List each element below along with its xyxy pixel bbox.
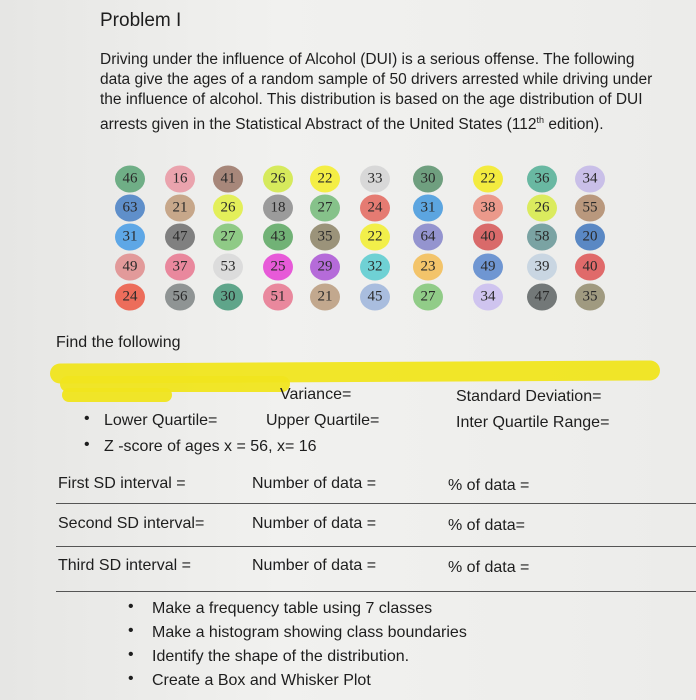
age-value: 31: [413, 195, 443, 222]
bullet: •: [128, 670, 134, 687]
bullet: •: [128, 646, 134, 663]
interval-label: First SD interval =: [58, 475, 186, 492]
upper-quartile-label: Upper Quartile=: [266, 412, 380, 429]
task-item: Make a histogram showing class boundaries: [152, 624, 467, 641]
age-value: 47: [527, 284, 557, 311]
age-value: 22: [310, 166, 340, 193]
age-value: 35: [310, 224, 340, 251]
age-value: 25: [263, 254, 293, 281]
interval-num: Number of data =: [252, 557, 377, 574]
interval-label: Third SD interval =: [58, 557, 191, 574]
age-value: 16: [165, 166, 195, 193]
iqr-label: Inter Quartile Range=: [456, 414, 610, 431]
divider: [56, 546, 696, 547]
interval-num: Number of data =: [252, 515, 377, 532]
age-value: 41: [213, 166, 243, 193]
age-value: 30: [213, 284, 243, 311]
age-value: 40: [575, 254, 605, 281]
age-value: 21: [165, 195, 195, 222]
problem-title: Problem I: [100, 10, 182, 31]
age-value: 56: [165, 284, 195, 311]
zscore-label: Z -score of ages x = 56, x= 16: [104, 438, 317, 455]
sd-label: Standard Deviation=: [456, 388, 602, 405]
yellow-highlight: [62, 388, 172, 402]
task-item: Identify the shape of the distribution.: [152, 648, 410, 665]
age-value: 31: [115, 224, 145, 251]
age-value: 34: [473, 284, 503, 311]
age-value: 43: [263, 224, 293, 251]
age-value: 33: [360, 166, 390, 193]
age-value: 36: [527, 166, 557, 193]
age-value: 49: [473, 254, 503, 281]
bullet: •: [128, 598, 134, 615]
intro-sup: th: [536, 115, 545, 125]
age-value: 24: [115, 284, 145, 311]
age-value: 46: [115, 166, 145, 193]
bullet: •: [84, 410, 90, 427]
age-value: 26: [263, 166, 293, 193]
problem-intro: [100, 50, 660, 135]
age-value: 34: [575, 166, 605, 193]
age-value: 38: [473, 195, 503, 222]
age-value: 23: [413, 254, 443, 281]
age-value: 22: [473, 166, 503, 193]
age-value: 26: [213, 195, 243, 222]
divider: [56, 503, 696, 504]
age-value: 18: [263, 195, 293, 222]
interval-pct: % of data =: [448, 477, 530, 494]
bullet: •: [84, 436, 90, 453]
age-value: 55: [575, 195, 605, 222]
age-value: 45: [360, 284, 390, 311]
bullet: •: [128, 622, 134, 639]
age-value: 27: [213, 224, 243, 251]
interval-label: Second SD interval=: [58, 515, 205, 532]
age-value: 49: [115, 254, 145, 281]
variance-label: Variance=: [280, 386, 352, 403]
task-item: Make a frequency table using 7 classes: [152, 600, 433, 617]
age-value: 21: [310, 284, 340, 311]
age-value: 58: [527, 224, 557, 251]
age-value: 24: [360, 195, 390, 222]
age-value: 40: [473, 224, 503, 251]
task-item: Create a Box and Whisker Plot: [152, 672, 371, 689]
age-value: 35: [575, 284, 605, 311]
age-value: 22: [360, 224, 390, 251]
divider: [56, 591, 696, 592]
age-value: 47: [165, 224, 195, 251]
interval-num: Number of data =: [252, 475, 377, 492]
age-value: 27: [310, 195, 340, 222]
intro-end: edition).: [544, 116, 604, 134]
age-value: 63: [115, 195, 145, 222]
intro-text: Driving under the influence of Alcohol (DUI) is a serious offense. The following data give the ages of a random sample of 50 drivers arrested while driving under the influence of alcohol. This distribution is based on the age distribution of DUI arrests given in the Statistical Abstract of the United States (112: [100, 51, 653, 134]
interval-pct: % of data =: [448, 559, 530, 576]
age-value: 26: [527, 195, 557, 222]
age-value: 39: [527, 254, 557, 281]
find-label: Find the following: [56, 334, 181, 351]
age-value: 53: [213, 254, 243, 281]
age-value: 27: [413, 284, 443, 311]
age-value: 29: [310, 254, 340, 281]
age-value: 37: [165, 254, 195, 281]
age-value: 64: [413, 224, 443, 251]
interval-pct: % of data=: [448, 517, 525, 534]
age-value: 30: [413, 166, 443, 193]
lower-quartile-label: Lower Quartile=: [104, 412, 218, 429]
age-value: 32: [360, 254, 390, 281]
age-value: 20: [575, 224, 605, 251]
age-value: 51: [263, 284, 293, 311]
